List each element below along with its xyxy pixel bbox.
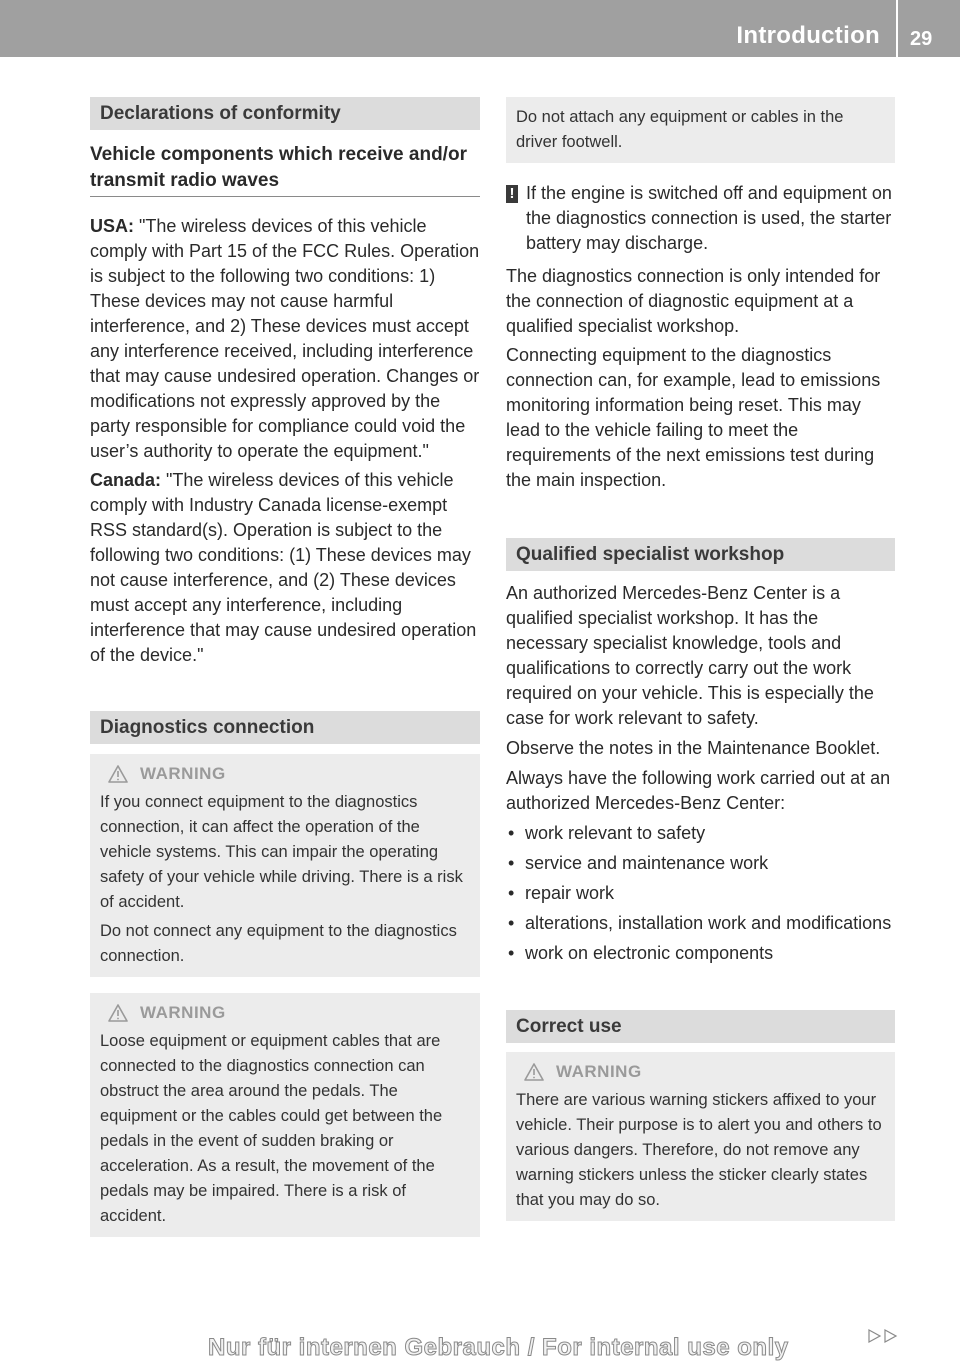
- canada-label: Canada:: [90, 470, 162, 490]
- page-header: [0, 0, 960, 57]
- continued-warning-box: [506, 97, 895, 163]
- warning-title: WARNING: [516, 1060, 885, 1084]
- chapter-title: Introduction: [736, 22, 880, 49]
- warning-text: Do not attach any equipment or cables in the driver footwell.: [516, 108, 844, 151]
- right-column: [506, 97, 895, 1221]
- work-list: [506, 821, 895, 966]
- left-column: [90, 97, 480, 1237]
- usa-text: "The wireless devices of this vehicle comply with Part 15 of the FCC Rules. Operation is subject to the following two conditions: 1) These devices may not cause harmful interference, and 2) These devices must accept any interference received, including interference that may cause undesired operation. Changes or modifications not expressly approved by the party responsible for compliance could void the user’s authority to operate the equipment.": [90, 216, 480, 461]
- warning-triangle-icon: [108, 1004, 128, 1022]
- warning-box-cables: [90, 993, 480, 1237]
- warning-text: Loose equipment or equipment cables that are connected to the diagnostics connection can obstruct the area around the pedals. The equipment or the cables could get between the pedals in the event of sudden braking or acceleration. As a result, the movement of the pedals may be impaired. There is a risk of accident.: [100, 1032, 443, 1225]
- warning-box-diagnostics: [90, 754, 480, 977]
- usa-label: USA:: [90, 216, 134, 236]
- list-item: • service and maintenance work: [508, 853, 769, 873]
- list-item: • alterations, installation work and modifications: [508, 913, 892, 933]
- paragraph: An authorized Mercedes-Benz Center is a qualified specialist workshop. It has the necessary specialist knowledge, tools and qualifications to correctly carry out the work required on your vehicle. This is especially the case for work relevant to safety.: [506, 583, 874, 728]
- exclamation-icon: !: [506, 185, 518, 203]
- list-item: • repair work: [508, 883, 615, 903]
- notice-text: If the engine is switched off and equipment on the diagnostics connection is used, the starter battery may discharge.: [526, 183, 892, 253]
- canada-text: "The wireless devices of this vehicle comply with Industry Canada license-exempt RSS standard(s). Operation is subject to the following two conditions: (1) These devices may not cause interference, and (2) These devices must accept any interference, including interference that may cause undesired operation of the device.": [90, 470, 477, 665]
- paragraph: The diagnostics connection is only intended for the connection of diagnostic equipment at a qualified specialist workshop.: [506, 266, 881, 336]
- subheading-radio-components: Vehicle components which receive and/or transmit radio waves: [90, 142, 480, 197]
- section-heading-correct-use: Correct use: [506, 1010, 895, 1043]
- list-item: • work on electronic components: [508, 943, 774, 963]
- notice-block: [506, 181, 895, 256]
- footer-watermark: Nur für internen Gebrauch / For internal use only: [208, 1334, 789, 1361]
- warning-text: Do not connect any equipment to the diagnostics connection.: [100, 922, 457, 965]
- paragraph: Observe the notes in the Maintenance Booklet.: [506, 738, 881, 758]
- section-heading-declarations: Declarations of conformity: [90, 97, 480, 130]
- paragraph: Connecting equipment to the diagnostics connection can, for example, lead to emissions monitoring information being reset. This may lead to the vehicle failing to meet the requirements of the next emissions test during the main inspection.: [506, 345, 881, 490]
- warning-triangle-icon: [524, 1063, 544, 1081]
- list-item: • work relevant to safety: [508, 823, 706, 843]
- usa-paragraph: [90, 214, 480, 464]
- warning-box-stickers: [506, 1052, 895, 1221]
- section-heading-workshop: Qualified specialist workshop: [506, 538, 895, 571]
- warning-text: If you connect equipment to the diagnostics connection, it can affect the operation of the vehicle systems. This can impair the operating safety of your vehicle while driving. There is a risk of accident.: [100, 793, 463, 911]
- warning-text: There are various warning stickers affixed to your vehicle. Their purpose is to alert you and others to various dangers. Therefore, do not remove any warning stickers unless the sticker clearly states that you may do so.: [516, 1091, 882, 1209]
- section-heading-diagnostics: Diagnostics connection: [90, 711, 480, 744]
- header-divider: [896, 0, 898, 57]
- canada-paragraph: [90, 468, 480, 668]
- warning-title: WARNING: [100, 1001, 470, 1025]
- warning-title: WARNING: [100, 762, 470, 786]
- page-number: 29: [910, 28, 933, 50]
- continue-arrows-icon: [866, 1328, 902, 1344]
- warning-triangle-icon: [108, 765, 128, 783]
- paragraph: Always have the following work carried out at an authorized Mercedes-Benz Center:: [506, 768, 891, 813]
